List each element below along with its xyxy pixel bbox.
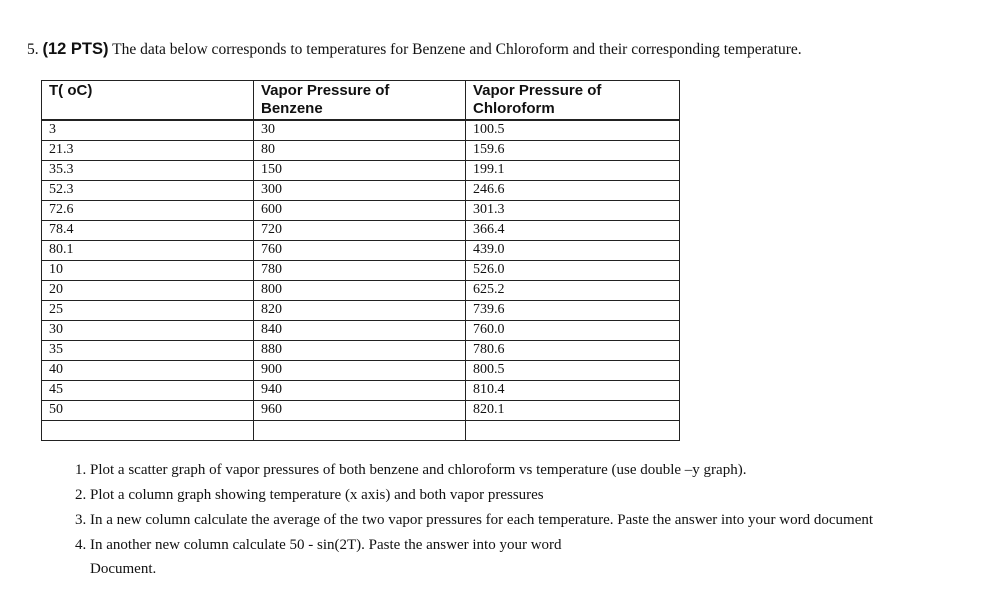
table-row <box>42 220 680 240</box>
cell-chloroform: 159.6 <box>466 140 680 160</box>
table-row <box>42 200 680 220</box>
cell-temperature: 3 <box>42 120 254 140</box>
question-prompt <box>27 40 802 59</box>
cell-chloroform: 526.0 <box>466 260 680 280</box>
header-temperature: T( oC) <box>42 81 254 121</box>
question-points: (12 PTS) <box>42 40 109 58</box>
table-row <box>42 340 680 360</box>
task-item: 4. In another new column calculate 50 - sin(2T). Paste the answer into your word <box>90 533 999 558</box>
cell-benzene: 960 <box>254 400 466 420</box>
table-body <box>42 120 680 440</box>
cell-temperature: 35.3 <box>42 160 254 180</box>
table-row <box>42 380 680 400</box>
cell-benzene: 760 <box>254 240 466 260</box>
cell-temperature: 40 <box>42 360 254 380</box>
header-chloroform: Vapor Pressure of Chloroform <box>466 81 680 121</box>
cell-benzene: 300 <box>254 180 466 200</box>
cell-chloroform: 439.0 <box>466 240 680 260</box>
empty-cell <box>254 420 466 440</box>
cell-chloroform: 246.6 <box>466 180 680 200</box>
task-item: 2. Plot a column graph showing temperature (x axis) and both vapor pressures <box>90 483 999 508</box>
question-number: 5. <box>27 41 39 58</box>
table-row <box>42 300 680 320</box>
cell-chloroform: 301.3 <box>466 200 680 220</box>
cell-chloroform: 810.4 <box>466 380 680 400</box>
table-row <box>42 180 680 200</box>
cell-temperature: 35 <box>42 340 254 360</box>
table-row <box>42 400 680 420</box>
cell-chloroform: 820.1 <box>466 400 680 420</box>
cell-benzene: 720 <box>254 220 466 240</box>
cell-chloroform: 366.4 <box>466 220 680 240</box>
empty-cell <box>42 420 254 440</box>
empty-cell <box>466 420 680 440</box>
cell-chloroform: 625.2 <box>466 280 680 300</box>
task-list <box>60 458 999 558</box>
cell-temperature: 45 <box>42 380 254 400</box>
cell-chloroform: 100.5 <box>466 120 680 140</box>
table-row-empty <box>42 420 680 440</box>
cell-temperature: 72.6 <box>42 200 254 220</box>
table-row <box>42 120 680 140</box>
cell-benzene: 80 <box>254 140 466 160</box>
cell-benzene: 800 <box>254 280 466 300</box>
cell-chloroform: 739.6 <box>466 300 680 320</box>
cell-temperature: 30 <box>42 320 254 340</box>
cell-temperature: 25 <box>42 300 254 320</box>
header-benzene: Vapor Pressure of Benzene <box>254 81 466 121</box>
cell-chloroform: 199.1 <box>466 160 680 180</box>
cell-chloroform: 760.0 <box>466 320 680 340</box>
table-header-row <box>42 81 680 121</box>
cell-benzene: 840 <box>254 320 466 340</box>
cell-chloroform: 800.5 <box>466 360 680 380</box>
cell-temperature: 20 <box>42 280 254 300</box>
cell-benzene: 880 <box>254 340 466 360</box>
table-row <box>42 260 680 280</box>
table-row <box>42 320 680 340</box>
cell-temperature: 78.4 <box>42 220 254 240</box>
table-row <box>42 160 680 180</box>
table-row <box>42 360 680 380</box>
cell-benzene: 820 <box>254 300 466 320</box>
cell-benzene: 600 <box>254 200 466 220</box>
cell-benzene: 780 <box>254 260 466 280</box>
table-row <box>42 240 680 260</box>
cell-benzene: 150 <box>254 160 466 180</box>
vapor-pressure-table <box>41 80 680 441</box>
cell-benzene: 30 <box>254 120 466 140</box>
cell-benzene: 940 <box>254 380 466 400</box>
task-continuation: Document. <box>90 561 157 577</box>
cell-chloroform: 780.6 <box>466 340 680 360</box>
cell-temperature: 21.3 <box>42 140 254 160</box>
table-row <box>42 280 680 300</box>
question-text: The data below corresponds to temperatures for Benzene and Chloroform and their corresponding temperature. <box>112 41 802 58</box>
cell-temperature: 10 <box>42 260 254 280</box>
task-item: 1. Plot a scatter graph of vapor pressures of both benzene and chloroform vs temperature (use double –y graph). <box>90 458 999 483</box>
table-row <box>42 140 680 160</box>
cell-temperature: 52.3 <box>42 180 254 200</box>
cell-benzene: 900 <box>254 360 466 380</box>
cell-temperature: 50 <box>42 400 254 420</box>
cell-temperature: 80.1 <box>42 240 254 260</box>
task-item: 3. In a new column calculate the average of the two vapor pressures for each temperature. Paste the answer into your word document <box>90 508 999 533</box>
